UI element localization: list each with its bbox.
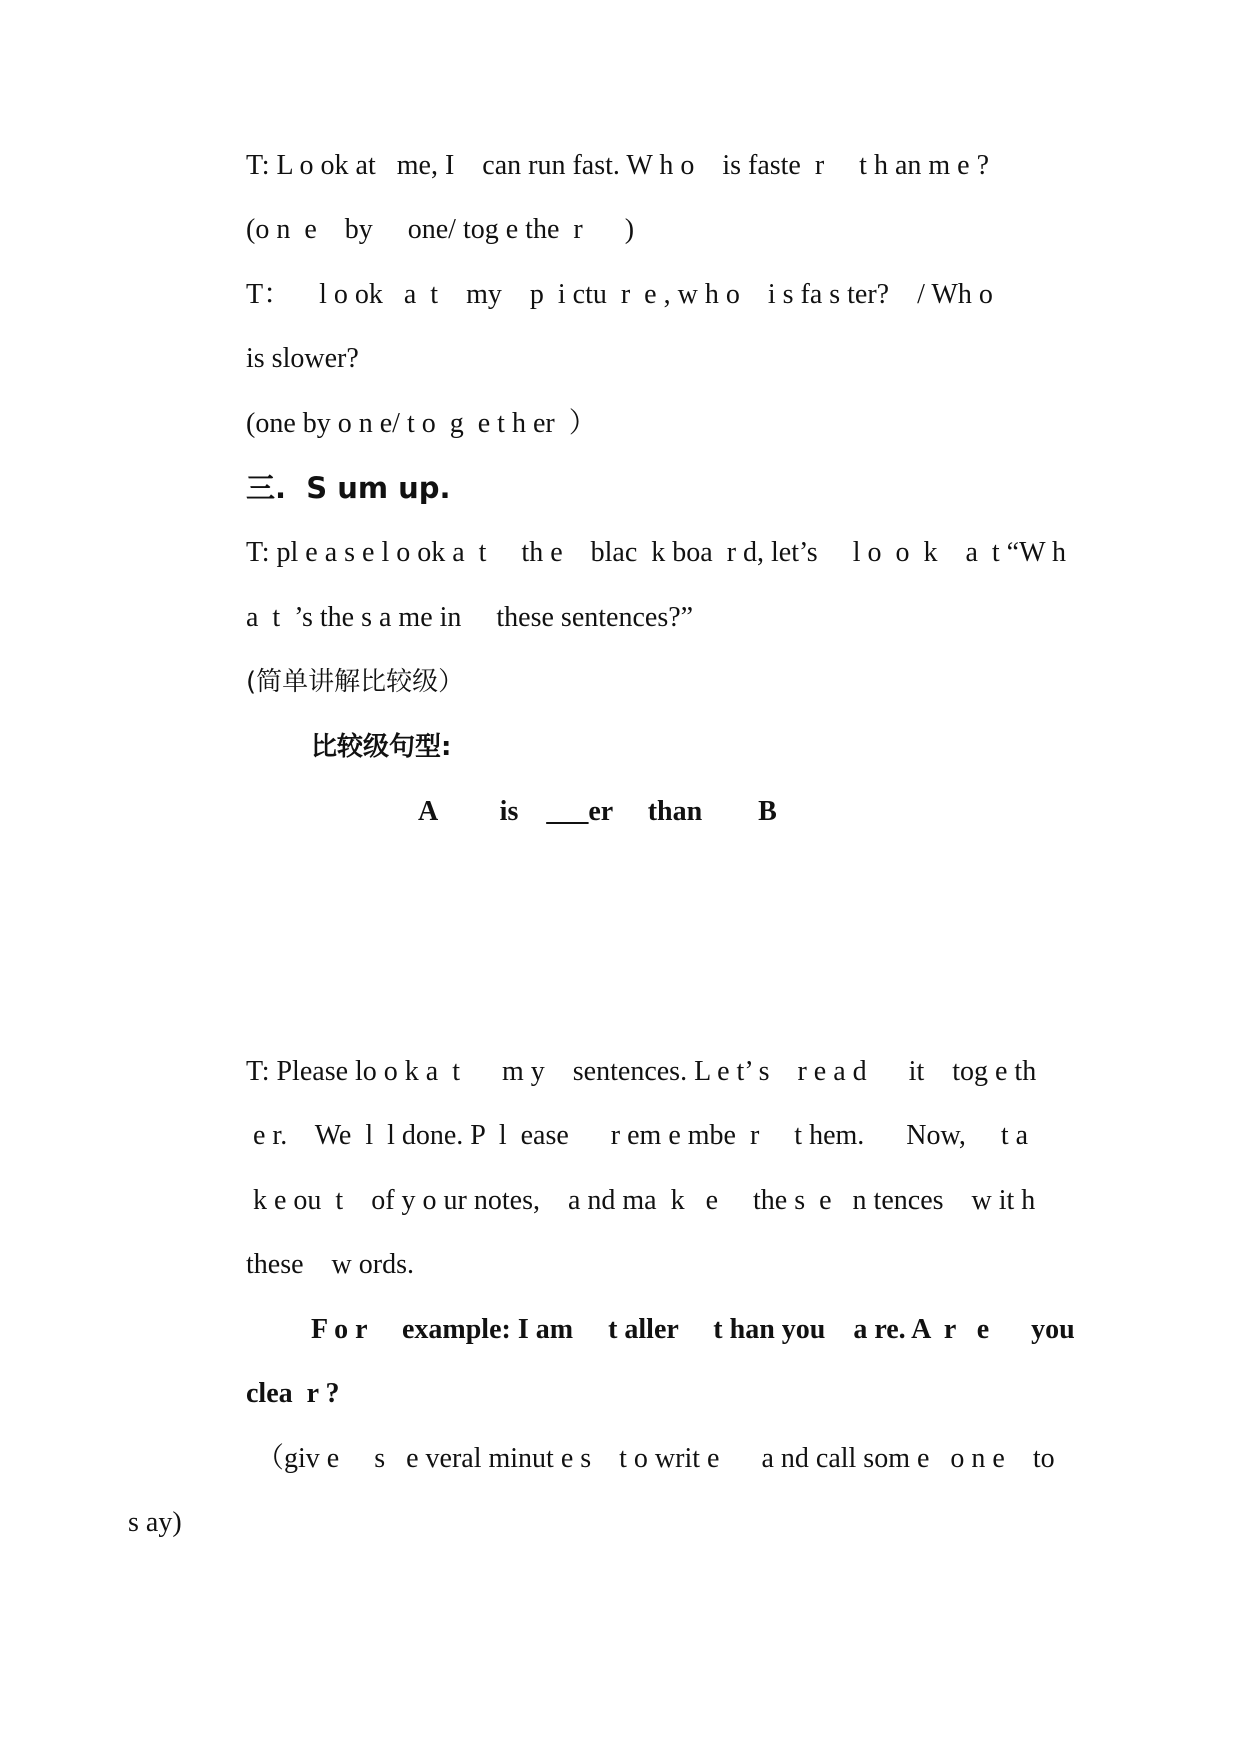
section-heading: 三. S um up. xyxy=(246,471,451,505)
text-line-9: T: Please lo o k a t m y sentences. L e t’ s r e a d it tog e th xyxy=(246,1056,1037,1087)
text-line-5: (one by o n e/ t o g e t h er ） xyxy=(246,408,597,439)
text-line-3: T： l o ok a t my p i ctu r e , w h o i s fa s ter? / Wh o xyxy=(246,279,993,310)
text-line-11: k e ou t of y o ur notes, a nd ma k e the s e n tences w it h xyxy=(246,1185,1036,1216)
example-line-2: clea r ? xyxy=(246,1378,340,1409)
text-line-2: (o n e by one/ tog e the r ) xyxy=(246,214,635,245)
comparative-pattern: A is ___er than B xyxy=(418,796,777,827)
text-line-4: is slower? xyxy=(246,343,359,374)
text-line-7: a t ’s the s a me in these sentences?” xyxy=(246,602,694,633)
text-line-1: T: L o ok at me, I can run fast. W h o is faste r t h an m e ? xyxy=(246,150,990,181)
text-line-12: these w ords. xyxy=(246,1249,414,1280)
text-line-6: T: pl e a s e l o ok a t th e blac k boa r d, let’s l o o k a t “W h xyxy=(246,537,1067,568)
text-line-10: e r. We l l done. P l ease r em e mbe r t hem. Now, t a xyxy=(246,1120,1029,1151)
example-line-1: F o r example: I am t aller t han you a re. A r e you xyxy=(311,1314,1075,1345)
text-line-15: （giv e s e veral minut e s t o writ e a nd call som e o n e to xyxy=(256,1443,1055,1474)
text-line-8: (简单讲解比较级） xyxy=(246,667,465,697)
pattern-title: 比较级句型: xyxy=(311,732,452,762)
text-line-16: s ay) xyxy=(128,1507,182,1538)
